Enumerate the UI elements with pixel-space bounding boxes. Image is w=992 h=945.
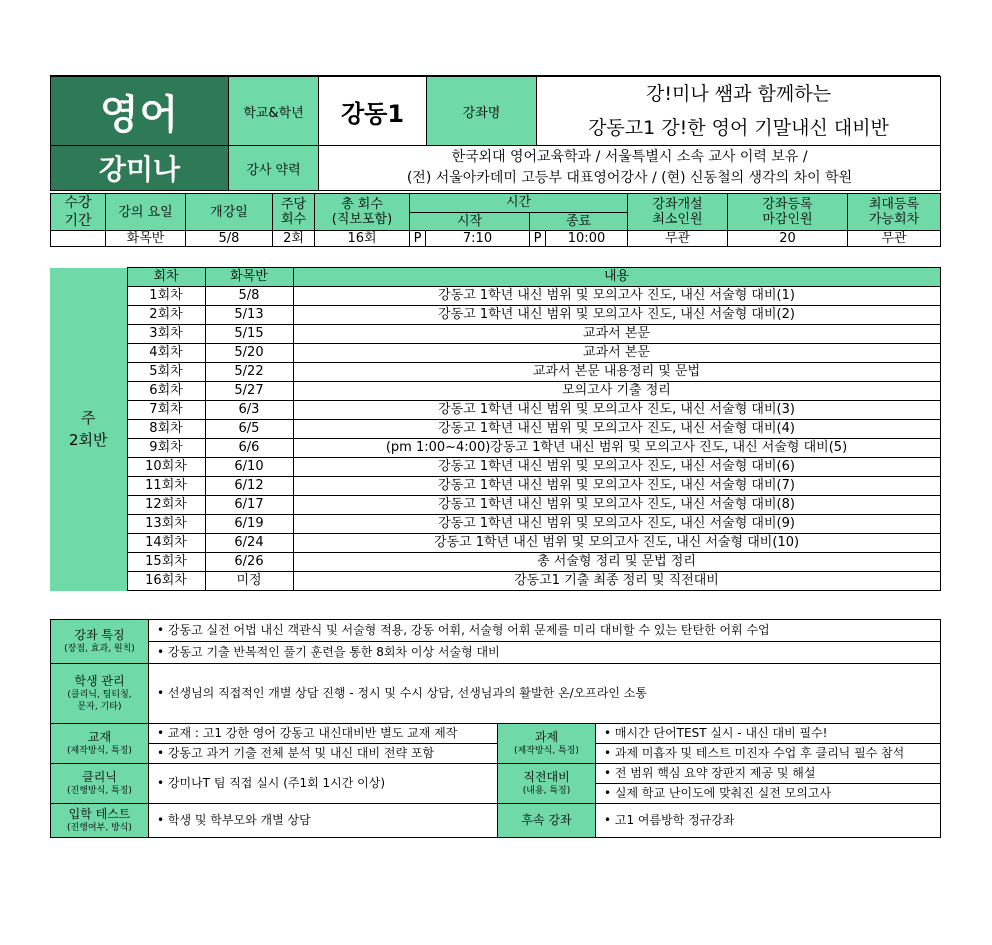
end-time: 10:00 — [546, 231, 628, 247]
final-sub: (내용, 특징) — [522, 786, 571, 796]
clinic-sub: (진행방식, 특징) — [67, 786, 132, 796]
session-row — [50, 534, 940, 553]
session-row — [50, 363, 940, 382]
session-number: 5회차 — [127, 363, 205, 382]
session-number: 11회차 — [127, 477, 205, 496]
school-label: 학교&학년 — [229, 77, 319, 146]
subject-cell: 영어 — [51, 77, 229, 146]
entry-sub: (진행여부, 방식) — [67, 823, 132, 833]
session-date: 6/24 — [205, 534, 293, 553]
session-content: 모의고사 기출 정리 — [293, 382, 940, 401]
session-content: (pm 1:00~4:00)강동고 1학년 내신 범위 및 모의고사 진도, 내신 서술형 대비(5) — [293, 439, 940, 458]
session-number: 1회차 — [127, 287, 205, 306]
follow-label: 후속 강좌 — [498, 804, 596, 838]
session-content: 교과서 본문 내용정리 및 문법 — [293, 363, 940, 382]
session-row — [50, 477, 940, 496]
session-number: 10회차 — [127, 458, 205, 477]
course-feature-1: • 강동고 실전 어법 내신 객관식 및 서술형 적용, 강동 어휘, 서술형 어휘 문제를 미리 대비할 수 있는 탄탄한 어휘 수업 — [149, 620, 941, 642]
course-title-line1: 강!미나 쌤과 함께하는 — [646, 83, 831, 105]
session-content: 총 서술형 정리 및 문법 정리 — [293, 553, 940, 572]
final-label — [498, 764, 596, 804]
entry-text: • 학생 및 학부모와 개별 상담 — [149, 804, 498, 838]
course-feature-sub: (장점, 효과, 원칙) — [64, 644, 135, 654]
management-sub: (클리닉, 팁티칭, 문자, 기타) — [67, 690, 132, 712]
max-session-label: 최대등록 가능회차 — [848, 194, 941, 231]
material-sub: (제작방식, 특징) — [67, 746, 132, 756]
session-number: 9회차 — [127, 439, 205, 458]
teacher-profile — [319, 146, 941, 191]
session-row — [50, 420, 940, 439]
course-features-table — [50, 619, 941, 838]
start-day-value: 5/8 — [186, 231, 273, 247]
material-title: 교재 — [87, 730, 112, 744]
clinic-text: • 강미나T 팀 직접 실시 (주1회 1시간 이상) — [149, 764, 498, 804]
session-date: 5/15 — [205, 325, 293, 344]
homework-label — [498, 724, 596, 764]
session-date: 6/10 — [205, 458, 293, 477]
session-date: 6/6 — [205, 439, 293, 458]
session-content: 강동고 1학년 내신 범위 및 모의고사 진도, 내신 서술형 대비(4) — [293, 420, 940, 439]
schedule-table — [50, 193, 941, 247]
management-title: 학생 관리 — [74, 674, 125, 688]
homework-1: • 매시간 단어TEST 실시 - 내신 대비 필수! — [596, 724, 941, 744]
time-end-label: 종료 — [530, 212, 628, 231]
final-1: • 전 범위 핵심 요약 장판지 제공 및 해설 — [596, 764, 941, 784]
course-name-label: 강좌명 — [427, 77, 537, 146]
session-number: 16회차 — [127, 572, 205, 591]
course-feature-2: • 강동고 기출 반복적인 풀기 훈련을 통한 8회차 이상 서술형 대비 — [149, 642, 941, 664]
session-content: 강동고 1학년 내신 범위 및 모의고사 진도, 내신 서술형 대비(3) — [293, 401, 940, 420]
entry-label — [51, 804, 149, 838]
homework-title: 과제 — [534, 730, 559, 744]
max-label: 강좌등록 마감인원 — [728, 194, 848, 231]
course-title-line2: 강동고1 강!한 영어 기말내신 대비반 — [588, 117, 889, 139]
profile-line1: 한국외대 영어교육학과 / 서울특별시 소속 교사 이력 보유 / — [451, 149, 808, 165]
session-content: 강동고 1학년 내신 범위 및 모의고사 진도, 내신 서술형 대비(7) — [293, 477, 940, 496]
management-text: • 선생님의 직접적인 개별 상담 진행 - 정시 및 수시 상담, 선생님과의 활발한 온/오프라인 소통 — [149, 664, 941, 724]
weekly-value: 2회 — [273, 231, 315, 247]
session-content: 강동고 1학년 내신 범위 및 모의고사 진도, 내신 서술형 대비(9) — [293, 515, 940, 534]
period-empty — [51, 231, 106, 247]
period-label: 수강 기간 — [51, 194, 106, 231]
session-content: 강동고 1학년 내신 범위 및 모의고사 진도, 내신 서술형 대비(6) — [293, 458, 940, 477]
session-date: 5/22 — [205, 363, 293, 382]
session-row — [50, 344, 940, 363]
min-label: 강좌개설 최소인원 — [628, 194, 728, 231]
final-title: 직전대비 — [523, 770, 570, 784]
session-number: 6회차 — [127, 382, 205, 401]
session-row — [50, 515, 940, 534]
session-content: 강동고1 기출 최종 정리 및 직전대비 — [293, 572, 940, 591]
session-content: 강동고 1학년 내신 범위 및 모의고사 진도, 내신 서술형 대비(8) — [293, 496, 940, 515]
material-1: • 교재 : 고1 강한 영어 강동고 내신대비반 별도 교재 제작 — [149, 724, 498, 744]
session-number: 3회차 — [127, 325, 205, 344]
session-date: 6/26 — [205, 553, 293, 572]
course-title — [537, 77, 941, 146]
entry-title: 입학 테스트 — [68, 807, 131, 821]
weekly-label: 주당 회수 — [273, 194, 315, 231]
session-number: 15회차 — [127, 553, 205, 572]
session-content: 강동고 1학년 내신 범위 및 모의고사 진도, 내신 서술형 대비(2) — [293, 306, 940, 325]
session-date: 6/17 — [205, 496, 293, 515]
sessions-table — [50, 267, 941, 591]
clinic-label — [51, 764, 149, 804]
col-content-header: 내용 — [293, 268, 940, 287]
session-row — [50, 401, 940, 420]
session-date: 5/27 — [205, 382, 293, 401]
day-value: 화목반 — [106, 231, 186, 247]
course-feature-title: 강좌 특징 — [74, 628, 125, 642]
max-value: 20 — [728, 231, 848, 247]
session-content: 강동고 1학년 내신 범위 및 모의고사 진도, 내신 서술형 대비(10) — [293, 534, 940, 553]
material-2: • 강동고 과거 기출 전체 분석 및 내신 대비 전략 포함 — [149, 744, 498, 764]
final-2: • 실제 학교 난이도에 맞춰진 실전 모의고사 — [596, 784, 941, 804]
session-date: 6/5 — [205, 420, 293, 439]
session-row — [50, 439, 940, 458]
session-row — [50, 553, 940, 572]
session-row — [50, 306, 940, 325]
day-label: 강의 요일 — [106, 194, 186, 231]
session-row — [50, 572, 940, 591]
follow-text: • 고1 여름방학 정규강좌 — [596, 804, 941, 838]
session-date: 5/20 — [205, 344, 293, 363]
homework-sub: (제작방식, 특징) — [514, 746, 579, 756]
start-ampm: P — [410, 231, 426, 247]
session-number: 12회차 — [127, 496, 205, 515]
profile-label: 강사 약력 — [229, 146, 319, 191]
teacher-name: 강미나 — [51, 146, 229, 191]
max-session-value: 무관 — [848, 231, 941, 247]
session-row — [50, 496, 940, 515]
session-date: 6/19 — [205, 515, 293, 534]
session-row — [50, 382, 940, 401]
management-label — [51, 664, 149, 724]
weekly-sessions-label: 주 2회반 — [50, 268, 127, 591]
session-row — [50, 325, 940, 344]
session-date: 6/3 — [205, 401, 293, 420]
material-label — [51, 724, 149, 764]
session-number: 7회차 — [127, 401, 205, 420]
course-header-table — [50, 76, 941, 191]
session-number: 14회차 — [127, 534, 205, 553]
session-date: 6/12 — [205, 477, 293, 496]
total-value: 16회 — [315, 231, 410, 247]
col-session-header: 회차 — [127, 268, 205, 287]
session-number: 2회차 — [127, 306, 205, 325]
session-date: 5/13 — [205, 306, 293, 325]
session-date: 5/8 — [205, 287, 293, 306]
session-date: 미정 — [205, 572, 293, 591]
session-number: 13회차 — [127, 515, 205, 534]
session-number: 8회차 — [127, 420, 205, 439]
course-feature-label — [51, 620, 149, 664]
time-label: 시간 — [410, 194, 628, 213]
session-row — [50, 287, 940, 306]
session-row — [50, 458, 940, 477]
clinic-title: 클리닉 — [82, 770, 117, 784]
school-value: 강동1 — [319, 77, 427, 146]
homework-2: • 과제 미흡자 및 테스트 미진자 수업 후 클리닉 필수 참석 — [596, 744, 941, 764]
min-value: 무관 — [628, 231, 728, 247]
start-time: 7:10 — [426, 231, 530, 247]
session-content: 교과서 본문 — [293, 344, 940, 363]
profile-line2: (전) 서울아카데미 고등부 대표영어강사 / (현) 신동철의 생각의 차이 학원 — [406, 170, 853, 186]
session-content: 교과서 본문 — [293, 325, 940, 344]
session-number: 4회차 — [127, 344, 205, 363]
total-label: 총 회수 (직보포함) — [315, 194, 410, 231]
col-day-header: 화목반 — [205, 268, 293, 287]
time-start-label: 시작 — [410, 212, 530, 231]
end-ampm: P — [530, 231, 546, 247]
session-content: 강동고 1학년 내신 범위 및 모의고사 진도, 내신 서술형 대비(1) — [293, 287, 940, 306]
start-day-label: 개강일 — [186, 194, 273, 231]
